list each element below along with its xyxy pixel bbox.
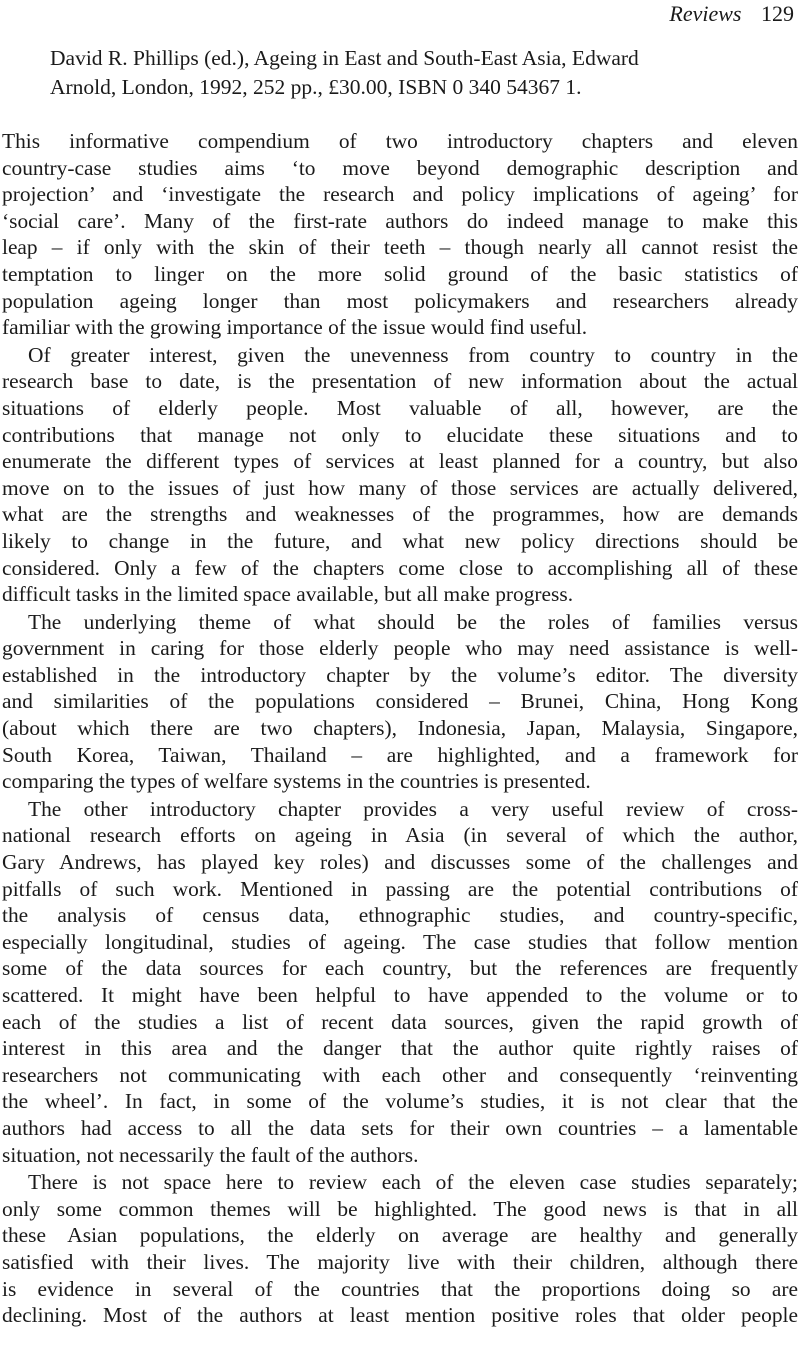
running-head-section: Reviews — [669, 1, 742, 26]
text-line: (about which there are two chapters), Indonesia, Japan, Malaysia, Singapore, — [2, 716, 798, 741]
text-line: national research efforts on ageing in Asia (in several of which the author, — [2, 823, 798, 848]
text-line: is evidence in several of the countries that the proportions doing so are — [2, 1276, 798, 1301]
page-number: 129 — [761, 1, 794, 26]
text-line: This informative compendium of two introductory chapters and eleven — [2, 129, 798, 153]
text-line: researchers not communicating with each other and consequently ‘reinventing — [2, 1062, 798, 1087]
book-citation — [50, 44, 790, 102]
text-line: Gary Andrews, has played key roles) and discusses some of the challenges and — [2, 850, 798, 875]
text-line: only some common themes will be highlighted. The good news is that in all — [2, 1196, 798, 1221]
text-line: the wheel’. In fact, in some of the volume’s studies, it is not clear that the — [2, 1089, 798, 1114]
text-line: population ageing longer than most policymakers and researchers already — [2, 288, 798, 313]
text-line: scattered. It might have been helpful to have appended to the volume or to — [2, 983, 798, 1007]
text-line: projection’ and ‘investigate the research and policy implications of ageing’ for — [2, 182, 798, 207]
paragraph-1 — [2, 128, 798, 341]
paragraph-4 — [2, 796, 798, 1168]
text-line: There is not space here to review each of the eleven case studies separately; — [28, 1170, 798, 1195]
citation-line-2: Arnold, London, 1992, 252 pp., £30.00, ISBN 0 340 54367 1. — [50, 75, 582, 99]
text-line: ‘social care’. Many of the first-rate authors do indeed manage to make this — [2, 208, 798, 233]
paragraph-5 — [2, 1169, 798, 1329]
text-line: Of greater interest, given the unevenness from country to country in the — [28, 342, 798, 367]
text-line: considered. Only a few of the chapters come close to accomplishing all of these — [2, 555, 798, 580]
paragraph-2 — [2, 342, 798, 608]
running-head — [669, 2, 794, 26]
text-line: enumerate the different types of services at least planned for a country, but also — [2, 449, 798, 474]
text-line: leap – if only with the skin of their teeth – though nearly all cannot resist the — [2, 235, 798, 260]
text-line: difficult tasks in the limited space available, but all make progress. — [2, 582, 574, 607]
text-line: the analysis of census data, ethnographic studies, and country-specific, — [2, 903, 798, 928]
text-line: declining. Most of the authors at least mention positive roles that older people — [2, 1303, 798, 1328]
text-line: interest in this area and the danger that the author quite rightly raises of — [2, 1036, 798, 1061]
text-line: some of the data sources for each country, but the references are frequently — [2, 956, 798, 981]
citation-line-1: David R. Phillips (ed.), Ageing in East and South-East Asia, Edward — [50, 46, 639, 70]
text-line: especially longitudinal, studies of ageing. The case studies that follow mention — [2, 929, 798, 954]
text-line: country-case studies aims ‘to move beyond demographic description and — [2, 155, 798, 180]
text-line: pitfalls of such work. Mentioned in passing are the potential contributions of — [2, 876, 798, 901]
text-line: contributions that manage not only to elucidate these situations and to — [2, 422, 798, 447]
text-line: The other introductory chapter provides a very useful review of cross- — [28, 796, 798, 821]
review-body — [2, 128, 798, 1330]
text-line: South Korea, Taiwan, Thailand – are highlighted, and a framework for — [2, 742, 798, 767]
text-line: comparing the types of welfare systems in the countries is presented. — [2, 769, 591, 794]
text-line: these Asian populations, the elderly on average are healthy and generally — [2, 1223, 798, 1248]
text-line: what are the strengths and weaknesses of the programmes, how are demands — [2, 502, 798, 527]
text-line: familiar with the growing importance of the issue would find useful. — [2, 315, 588, 340]
text-line: likely to change in the future, and what new policy directions should be — [2, 528, 798, 553]
text-line: satisfied with their lives. The majority live with their children, although there — [2, 1249, 798, 1274]
text-line: government in caring for those elderly people who may need assistance is well- — [2, 636, 798, 661]
paragraph-3 — [2, 609, 798, 795]
text-line: temptation to linger on the more solid ground of the basic statistics of — [2, 261, 798, 286]
text-line: move on to the issues of just how many of those services are actually delivered, — [2, 475, 798, 500]
text-line: situation, not necessarily the fault of the authors. — [2, 1142, 419, 1167]
text-line: authors had access to all the data sets for their own countries – a lamentable — [2, 1115, 798, 1140]
text-line: The underlying theme of what should be the roles of families versus — [28, 609, 798, 634]
text-line: established in the introductory chapter by the volume’s editor. The diversity — [2, 662, 798, 687]
text-line: situations of elderly people. Most valuable of all, however, are the — [2, 395, 798, 420]
text-line: and similarities of the populations considered – Brunei, China, Hong Kong — [2, 689, 798, 714]
text-line: research base to date, is the presentation of new information about the actual — [2, 369, 798, 394]
text-line: each of the studies a list of recent data sources, given the rapid growth of — [2, 1009, 798, 1034]
